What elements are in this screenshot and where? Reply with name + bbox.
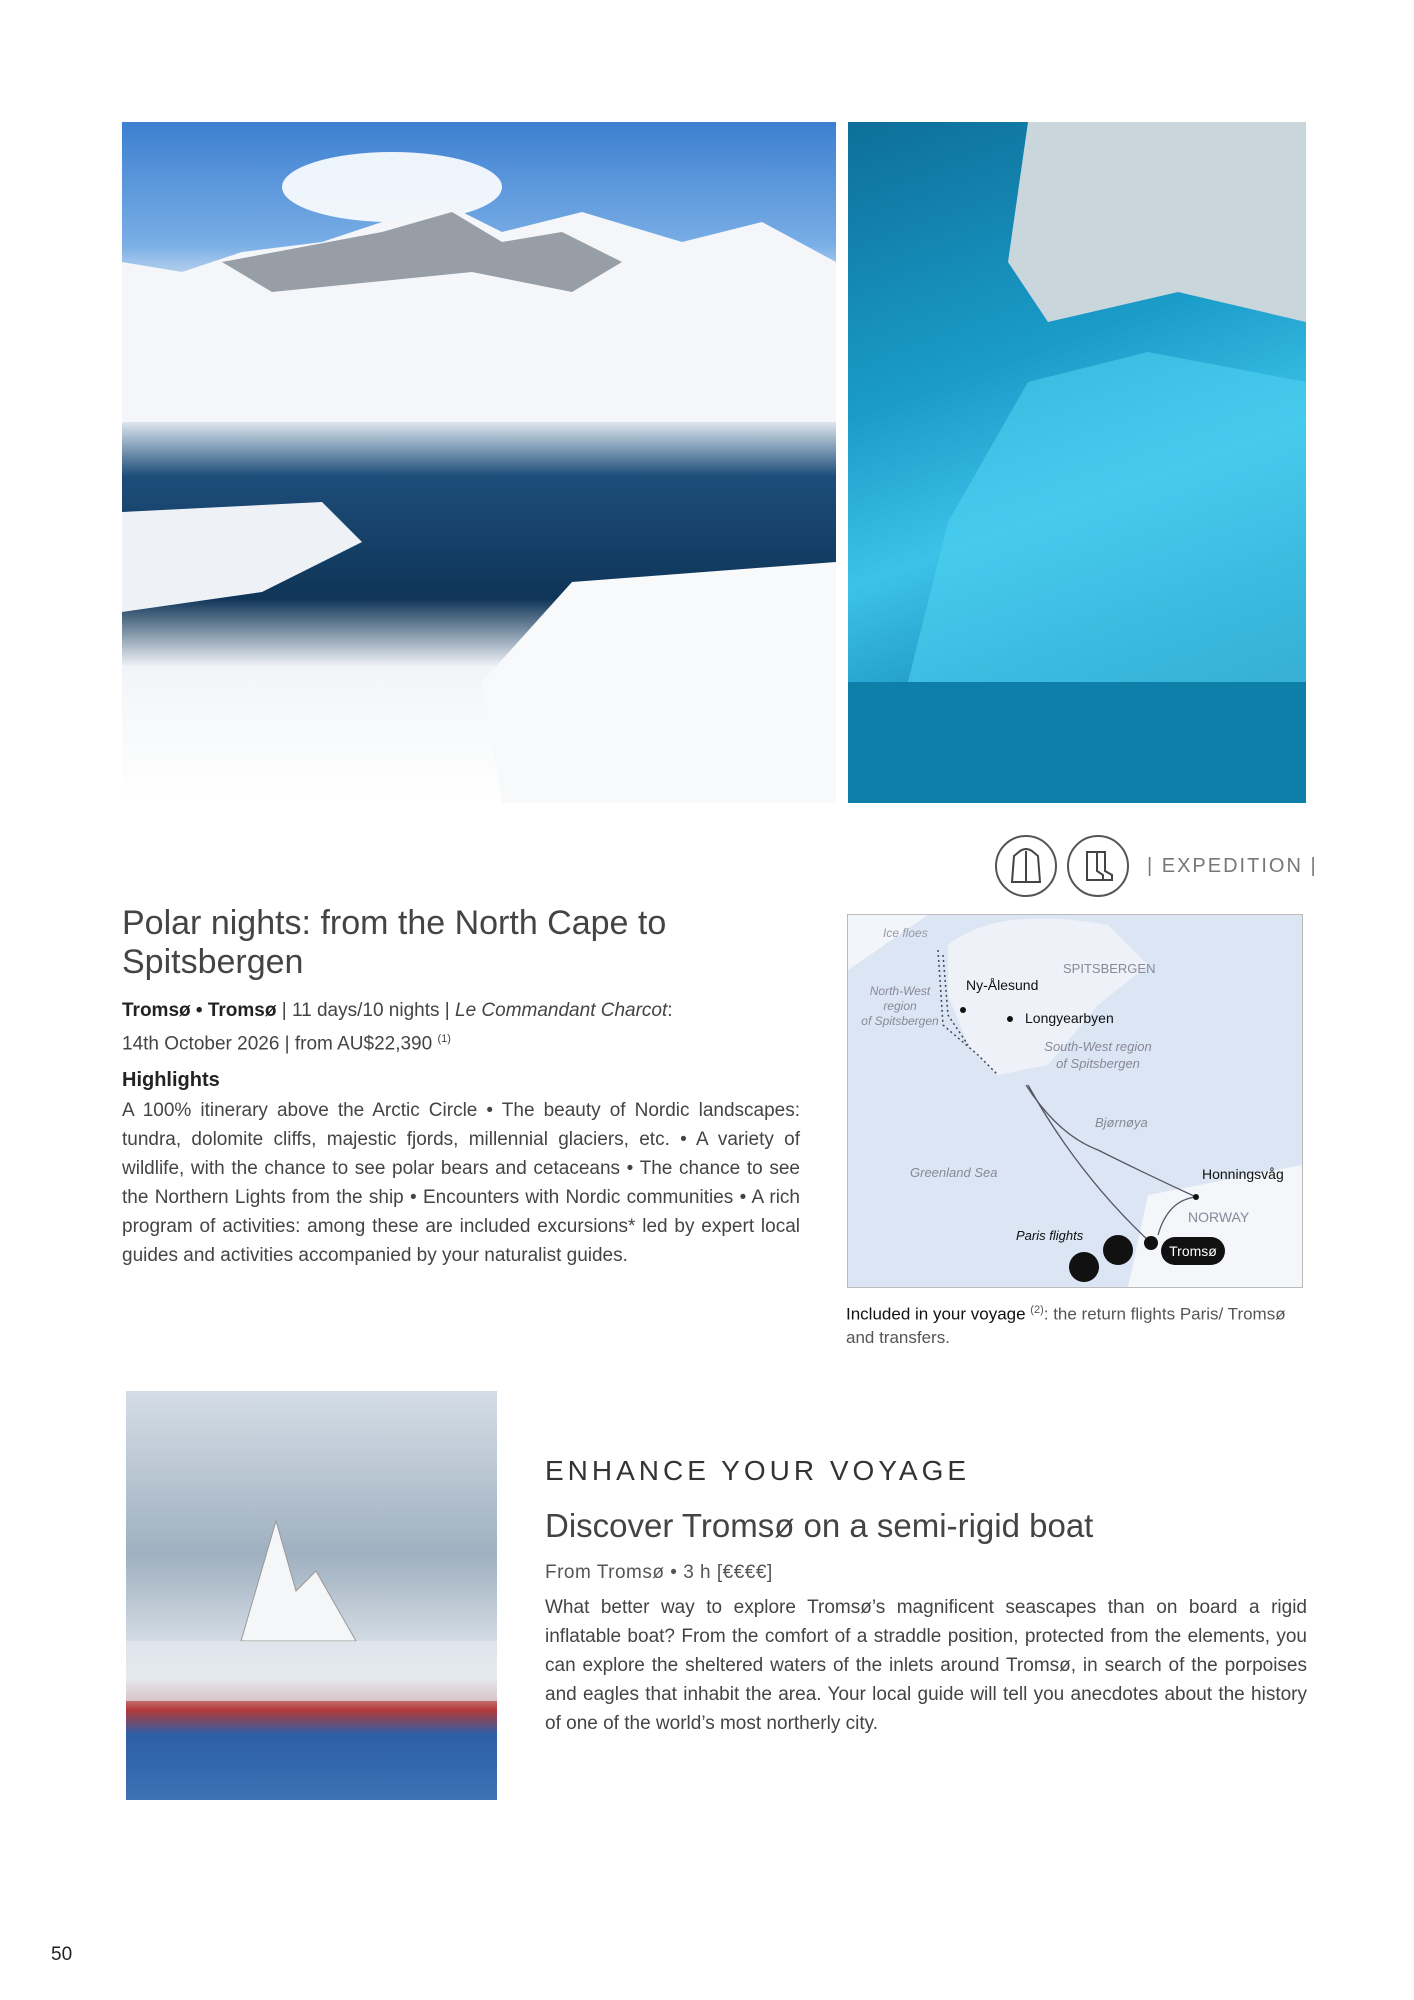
- photo-tromso-cathedral: [126, 1391, 497, 1800]
- photo-svalbard-fjord: [122, 122, 836, 803]
- included-label: Included in your voyage: [846, 1304, 1026, 1324]
- map-label-south-west-2: of Spitsbergen: [1056, 1056, 1140, 1071]
- cruise-title: Polar nights: from the North Cape to Spitsbergen: [122, 904, 667, 981]
- map-label-spitsbergen: SPITSBERGEN: [1063, 961, 1156, 976]
- enhance-meta: From Tromsø • 3 h [€€€€]: [545, 1562, 773, 1583]
- map-label-north-west-2: region: [883, 999, 917, 1013]
- route: Tromsø • Tromsø: [122, 1000, 277, 1021]
- enhance-title: Discover Tromsø on a semi-rigid boat: [545, 1507, 1094, 1544]
- duration: | 11 days/10 nights |: [281, 1000, 450, 1021]
- highlights-text: A 100% itinerary above the Arctic Circle • The beauty of Nordic landscapes: tundra, dolomite cliffs, majestic fjords, millennial glaciers, etc. • A variety of wildlife, with the chance to see polar bears and cetaceans • The chance to see the Northern Lights from the ship • Encounters with Nordic communities • A rich program of activities: among these are included excursions* led by expert local guides and activities accompanied by your naturalist guides.: [122, 1100, 800, 1266]
- plane-icon: [1069, 1252, 1099, 1282]
- itinerary-map: [847, 914, 1303, 1288]
- departure-date: 14th October 2026: [122, 1033, 280, 1055]
- map-label-ice-floes: Ice floes: [883, 926, 928, 940]
- cruise-meta: Tromsø • Tromsø | 11 days/10 nights | Le Commandant Charcot: 14th October 2026 | from AU$22,390 $^{(1)}$: [122, 1000, 673, 1055]
- map-label-ny-alesund: Ny-Ålesund: [966, 977, 1039, 993]
- photo-blue-iceberg: [848, 122, 1306, 803]
- page-number: 50: [51, 1944, 73, 1965]
- enhance-body: What better way to explore Tromsø’s magnificent seascapes than on board a rigid inflatable boat? From the comfort of a straddle position, protected from the elements, you can explore the sheltered waters of the inlets around Tromsø, in search of the porpoises and eagles that inhabit the area. Your local guide will tell you anecdotes about the history of one of the world’s most northerly city.: [545, 1597, 1307, 1734]
- expedition-label: | EXPEDITION |: [1147, 854, 1318, 877]
- map-label-south-west-1: South-West region: [1044, 1039, 1152, 1054]
- included-text: : the return flights Paris/ Tromsø and transfers.: [846, 1304, 1286, 1347]
- boots-icon: [1067, 835, 1129, 897]
- map-label-tromso: Tromsø: [1169, 1243, 1217, 1259]
- map-label-north-west-1: North-West: [869, 984, 931, 998]
- map-label-north-west-3: of Spitsbergen: [861, 1014, 939, 1028]
- plane-icon: [1103, 1235, 1133, 1265]
- price-footnote: (1): [437, 1033, 451, 1045]
- included-footnote: (2): [1030, 1304, 1044, 1316]
- jacket-icon: [995, 835, 1057, 897]
- map-label-paris-flights: Paris flights: [1016, 1228, 1084, 1243]
- ship-name: Le Commandant Charcot: [455, 1000, 668, 1021]
- expedition-badges: [995, 835, 1318, 897]
- map-label-honningsvag: Honningsvåg: [1202, 1166, 1284, 1182]
- map-label-norway: NORWAY: [1188, 1209, 1250, 1225]
- included-note: [846, 1299, 1306, 1349]
- ice-floes-area: [848, 915, 928, 970]
- enhance-kicker: ENHANCE YOUR VOYAGE: [545, 1455, 971, 1486]
- map-label-longyearbyen: Longyearbyen: [1025, 1010, 1114, 1026]
- price: | from AU$22,390: [284, 1033, 433, 1055]
- highlights-heading: Highlights: [122, 1069, 220, 1091]
- map-label-greenland-sea: Greenland Sea: [910, 1165, 998, 1180]
- norway-land: [1128, 1165, 1302, 1287]
- map-label-bjornoya: Bjørnøya: [1095, 1115, 1148, 1130]
